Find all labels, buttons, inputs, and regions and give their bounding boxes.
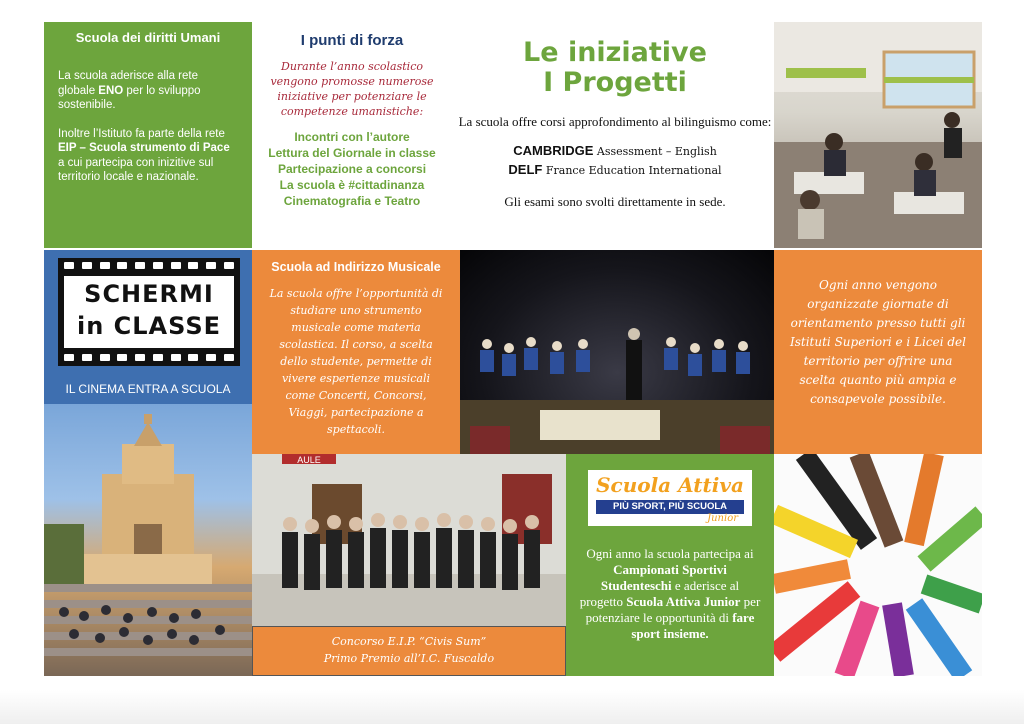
scuola-attiva-logo: Scuola Attiva PIÙ SPORT, PIÙ SCUOLA Junior [588, 470, 752, 526]
musicale-title: Scuola ad Indirizzo Musicale [271, 260, 441, 274]
cathedral-photo [44, 404, 252, 676]
iniziative-panel [456, 22, 774, 248]
musicale-text: La scuola offre l’opportunità di studiare uno strumento musicale come materia scolastica. Il corso, a scelta dello studente, permette di vivere esperienze musicali come Concerti, Concorsi, Viaggi, partecipazione a spettacoli. [269, 287, 443, 436]
schermi-in-classe-panel [44, 250, 252, 404]
delf-line: DELF France Education International [508, 162, 722, 177]
orientamento-panel [774, 250, 982, 454]
film-strip-logo [58, 258, 240, 366]
punti-forza-title: I punti di forza [300, 32, 404, 49]
list-item: Lettura del Giornale in classe [268, 146, 436, 160]
punti-forza-panel [252, 22, 452, 248]
group-illustration [252, 454, 566, 626]
colored-pencils-photo [774, 454, 982, 676]
punti-forza-intro: Durante l’anno scolastico vengono promosse numerose iniziative per potenziare le competenze umanistiche: [270, 60, 434, 118]
diritti-umani-panel [44, 22, 252, 248]
iniziative-title: Le iniziative [523, 37, 707, 68]
logo-text: SCHERMI in CLASSE [64, 276, 234, 348]
classroom-photo [774, 22, 982, 248]
cathedral-illustration [44, 404, 252, 676]
concorso-line2: Primo Premio all’I.C. Fuscaldo [323, 652, 495, 665]
list-item: Cinematografia e Teatro [283, 194, 421, 208]
concorso-caption-panel [252, 626, 566, 676]
certifications [456, 142, 774, 180]
concorso-line1: Concorso E.I.P. “Civis Sum” [331, 635, 487, 648]
eip-paragraph: Inoltre l’Istituto fa parte della rete EIP – Scuola strumento di Pace a cui partecipa con inizitive sul territorio locale e nazionale. [58, 127, 230, 183]
bilinguismo-desc: La scuola offre corsi approfondimento al bilinguismo come: [458, 114, 772, 129]
film-holes-bottom [64, 354, 234, 362]
aule-sign: AULE [297, 455, 321, 465]
scuola-attiva-panel [566, 454, 774, 676]
list-item: Incontri con l’autore [294, 130, 410, 144]
page-bottom-edge [0, 690, 1024, 724]
concert-photo [460, 250, 774, 454]
progetti-title: I Progetti [543, 67, 687, 98]
indirizzo-musicale-panel [252, 250, 460, 454]
diritti-umani-title: Scuola dei diritti Umani [75, 30, 221, 45]
cambridge-line: CAMBRIDGE Assessment – English [513, 143, 717, 158]
exam-note: Gli esami sono svolti direttamente in sede. [504, 194, 726, 209]
film-holes-top [64, 262, 234, 270]
list-item: Partecipazione a concorsi [277, 162, 427, 176]
orientamento-text: Ogni anno vengono organizzate giornate di orientamento presso tutti gli Istituti Superiori e i Licei del territorio per offrire una scelta quanto più ampia e consapevole possibile. [790, 278, 966, 406]
eno-paragraph: La scuola aderisce alla rete globale ENO per lo sviluppo sostenibile. [58, 70, 201, 111]
scuola-attiva-text: Ogni anno la scuola partecipa ai Campionati Sportivi Studenteschi e aderisce al progetto Scuola Attiva Junior per potenziare le opportunità di fare sport insieme. [579, 546, 761, 641]
group-photo [252, 454, 566, 626]
classroom-illustration [774, 22, 982, 248]
punti-forza-list [260, 129, 444, 209]
pencils-illustration [774, 454, 982, 676]
schermi-caption: IL CINEMA ENTRA A SCUOLA [65, 382, 231, 396]
concert-illustration [460, 250, 774, 454]
list-item: La scuola è #cittadinanza [279, 178, 425, 192]
